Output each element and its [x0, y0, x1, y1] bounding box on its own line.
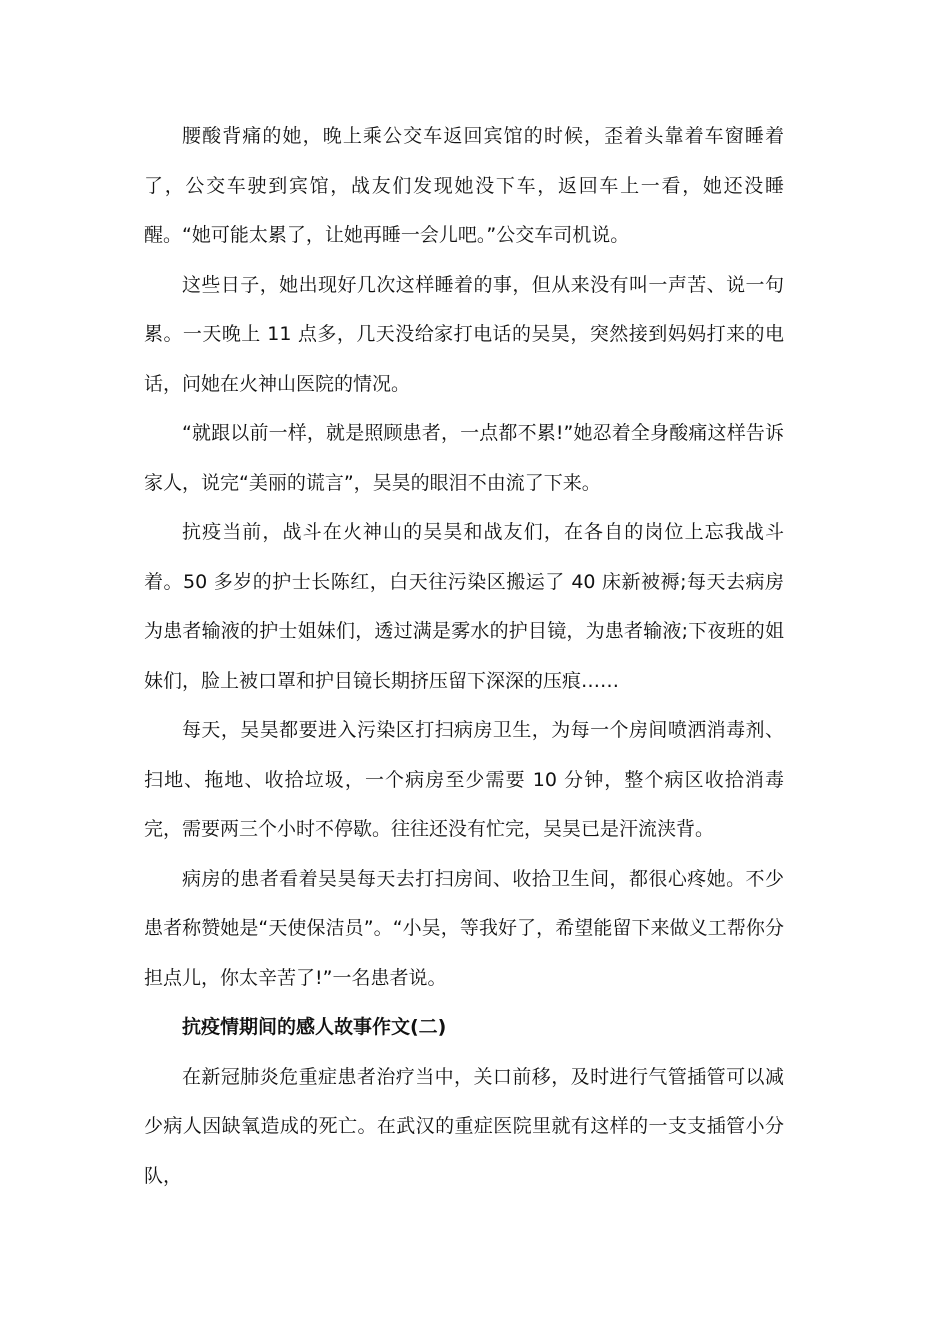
paragraph: 在新冠肺炎危重症患者治疗当中，关口前移，及时进行气管插管可以减少病人因缺氧造成的死亡。在武汉的重症医院里就有这样的一支支插管小分队，	[144, 1065, 784, 1187]
section-heading: 抗疫情期间的感人故事作文(二)	[182, 1016, 447, 1038]
paragraph: 病房的患者看着吴昊每天去打扫房间、收拾卫生间，都很心疼她。不少患者称赞她是“天使保洁员”。“小吴，等我好了，希望能留下来做义工帮你分担点儿，你太辛苦了!”一名患者说。	[144, 867, 784, 989]
paragraph: “就跟以前一样，就是照顾患者，一点都不累!”她忍着全身酸痛这样告诉家人，说完“美丽的谎言”，吴昊的眼泪不由流了下来。	[144, 422, 784, 494]
document-body	[144, 112, 784, 1201]
paragraph: 抗疫当前，战斗在火神山的吴昊和战友们，在各自的岗位上忘我战斗着。50 多岁的护士长陈红，白天往污染区搬运了 40 床新被褥;每天去病房为患者输液的护士姐妹们，透过满是雾水的护目镜，为患者输液;下夜班的姐妹们，脸上被口罩和护目镜长期挤压留下深深的压痕……	[144, 521, 784, 692]
paragraph: 腰酸背痛的她，晚上乘公交车返回宾馆的时候，歪着头靠着车窗睡着了，公交车驶到宾馆，战友们发现她没下车，返回车上一看，她还没睡醒。“她可能太累了，让她再睡一会儿吧。”公交车司机说。	[144, 125, 784, 246]
paragraph: 这些日子，她出现好几次这样睡着的事，但从来没有叫一声苦、说一句累。一天晚上 11 点多，几天没给家打电话的吴昊，突然接到妈妈打来的电话，问她在火神山医院的情况。	[144, 273, 784, 395]
paragraph: 每天，吴昊都要进入污染区打扫病房卫生，为每一个房间喷洒消毒剂、扫地、拖地、收拾垃圾，一个病房至少需要 10 分钟，整个病区收拾消毒完，需要两三个小时不停歇。往往还没有忙完，吴昊已是汗流浃背。	[144, 719, 784, 840]
